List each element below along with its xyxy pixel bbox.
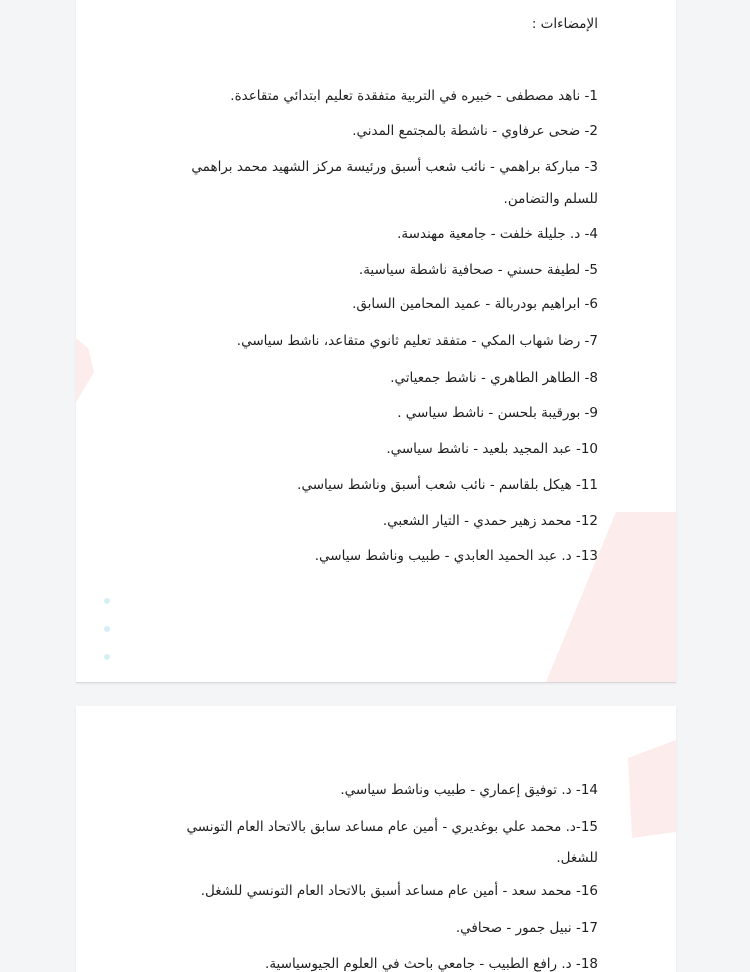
signature-line: 10- عبد المجيد بلعيد - ناشط سياسي. (386, 441, 598, 457)
signature-line: 16- محمد سعد - أمين عام مساعد أسبق بالاتحاد العام التونسي للشغل. (200, 883, 598, 899)
signature-line: 3- مباركة براهمي - نائب شعب أسبق ورئيسة مركز الشهيد محمد براهمي (191, 159, 598, 175)
decorative-dot (104, 598, 110, 604)
signature-line-continuation: للشغل. (556, 850, 598, 866)
decorative-dot (104, 654, 110, 660)
signature-line: 9- بورقيبة بلحسن - ناشط سياسي . (397, 405, 598, 421)
signature-line: 18- د. رافع الطبيب - جامعي باحث في العلوم الجيوسياسية. (265, 956, 598, 972)
signature-line: 5- لطيفة حسني - صحافية ناشطة سياسية. (358, 262, 598, 278)
signature-line: 15-د. محمد علي بوغديري - أمين عام مساعد سابق بالاتحاد العام التونسي (186, 819, 598, 835)
document-page-1 (76, 0, 676, 683)
signature-line: 8- الطاهر الطاهري - ناشط جمعياتي. (390, 370, 598, 386)
decorative-dot (104, 626, 110, 632)
signature-line: 14- د. توفيق إعماري - طبيب وناشط سياسي. (340, 782, 598, 798)
signature-line: 6- ابراهيم بودربالة - عميد المحامين السابق. (352, 296, 598, 312)
signature-line: 12- محمد زهير حمدي - التيار الشعبي. (382, 513, 598, 529)
document-page-2 (76, 706, 676, 972)
signature-line: 7- رضا شهاب المكي - متفقد تعليم ثانوي متقاعد، ناشط سياسي. (236, 333, 598, 349)
signature-line: 13- د. عبد الحميد العابدي - طبيب وناشط سياسي. (314, 548, 598, 564)
signatures-heading: الإمضاءات : (531, 16, 598, 32)
signature-line: 2- ضحى عرفاوي - ناشطة بالمجتمع المدني. (352, 123, 598, 139)
signature-line: 1- ناهد مصطفى - خبيره في التربية متفقدة تعليم ابتدائي متقاعدة. (230, 88, 598, 104)
signature-line: 4- د. جليلة خلفت - جامعية مهندسة. (397, 226, 598, 242)
signature-line-continuation: للسلم والتضامن. (503, 191, 598, 207)
signature-line: 11- هيكل بلقاسم - نائب شعب أسبق وناشط سياسي. (297, 477, 598, 493)
signature-line: 17- نبيل جمور - صحافي. (455, 920, 598, 936)
